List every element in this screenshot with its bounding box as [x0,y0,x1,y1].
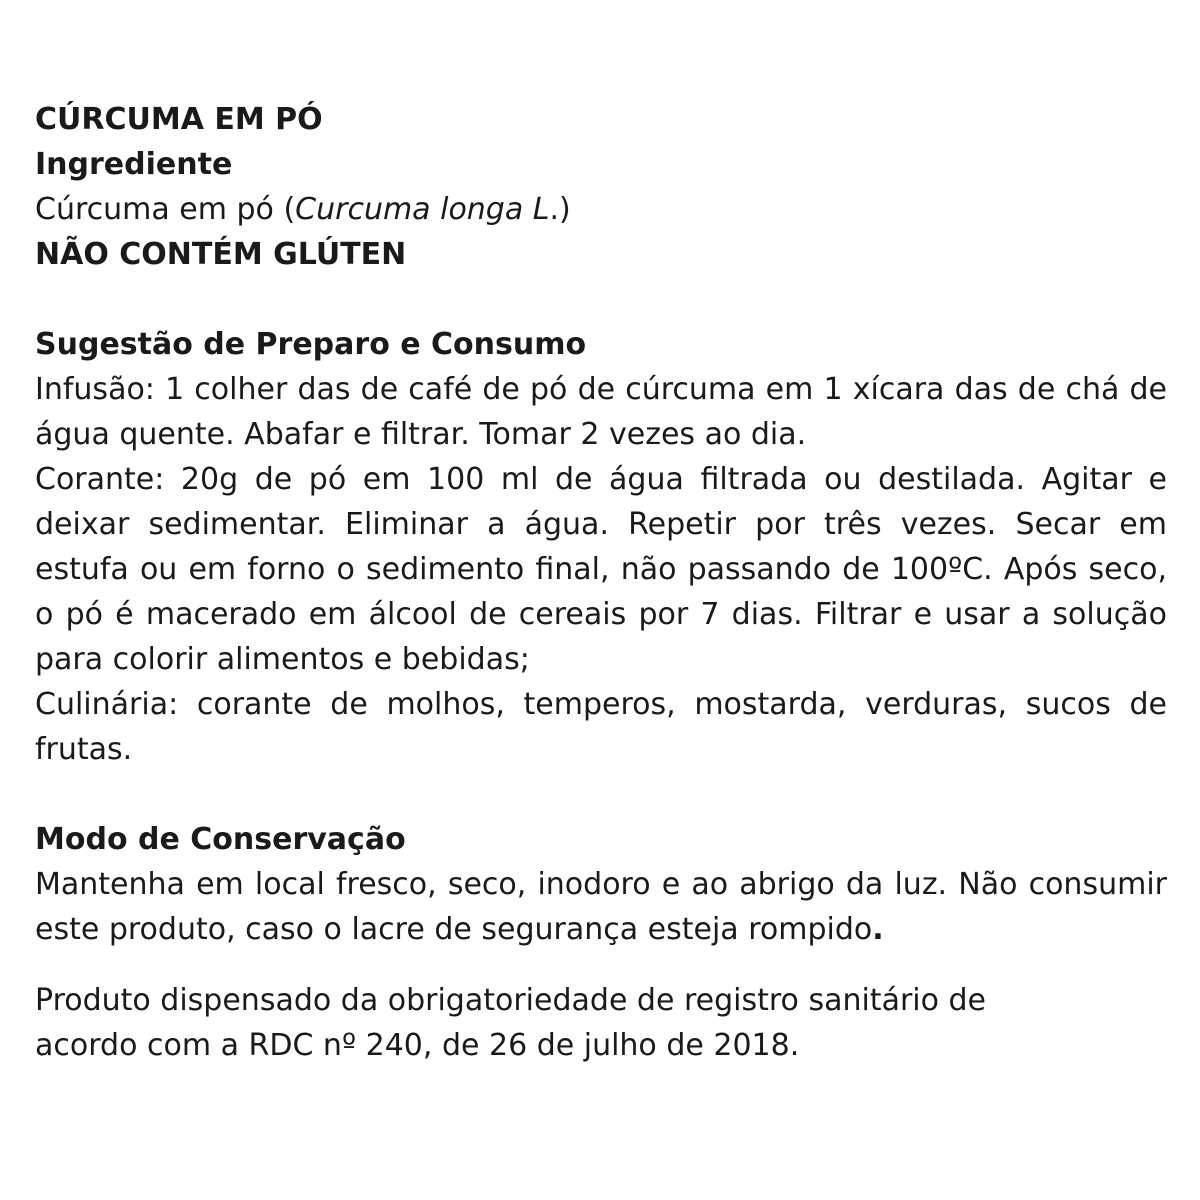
spacer [35,952,1167,978]
spacer [35,277,1167,322]
preparation-heading: Sugestão de Preparo e Consumo [35,327,587,362]
conservation-heading: Modo de Conservação [35,822,406,857]
spacer [35,772,1167,817]
ingredient-line [35,187,1167,232]
preparation-infusion: Infusão: 1 colher das de café de pó de cúrcuma em 1 xícara das de chá de água quente. Abafar e filtrar. Tomar 2 vezes ao dia. [35,372,1167,452]
label-text [35,97,1167,1068]
conservation-final-period: . [872,912,884,947]
conservation-body: Mantenha em local fresco, seco, inodoro e ao abrigo da luz. Não consumir este produto, caso o lacre de segurança esteja rompido [35,867,1167,947]
registration-line-1: Produto dispensado da obrigatoriedade de registro sanitário de [35,983,987,1018]
product-title: CÚRCUMA EM PÓ [35,102,323,137]
registration-line-2: acordo com a RDC nº 240, de 26 de julho de 2018. [35,1028,800,1063]
gluten-notice: NÃO CONTÉM GLÚTEN [35,237,407,272]
ingredient-suffix: .) [549,192,571,227]
ingredient-prefix: Cúrcuma em pó ( [35,192,296,227]
conservation-text [35,862,1167,952]
preparation-culinary: Culinária: corante de molhos, temperos, mostarda, verduras, sucos de frutas. [35,687,1167,767]
ingredient-scientific-name: Curcuma longa L [295,192,550,227]
ingredient-heading: Ingrediente [35,147,233,182]
preparation-dye: Corante: 20g de pó em 100 ml de água filtrada ou destilada. Agitar e deixar sedimentar. Eliminar a água. Repetir por três vezes. Secar em estufa ou em forno o sedimento final, não passando de 100ºC. Após seco, o pó é macerado em álcool de cereais por 7 dias. Filtrar e usar a solução para colorir alimentos e bebidas; [35,462,1167,677]
